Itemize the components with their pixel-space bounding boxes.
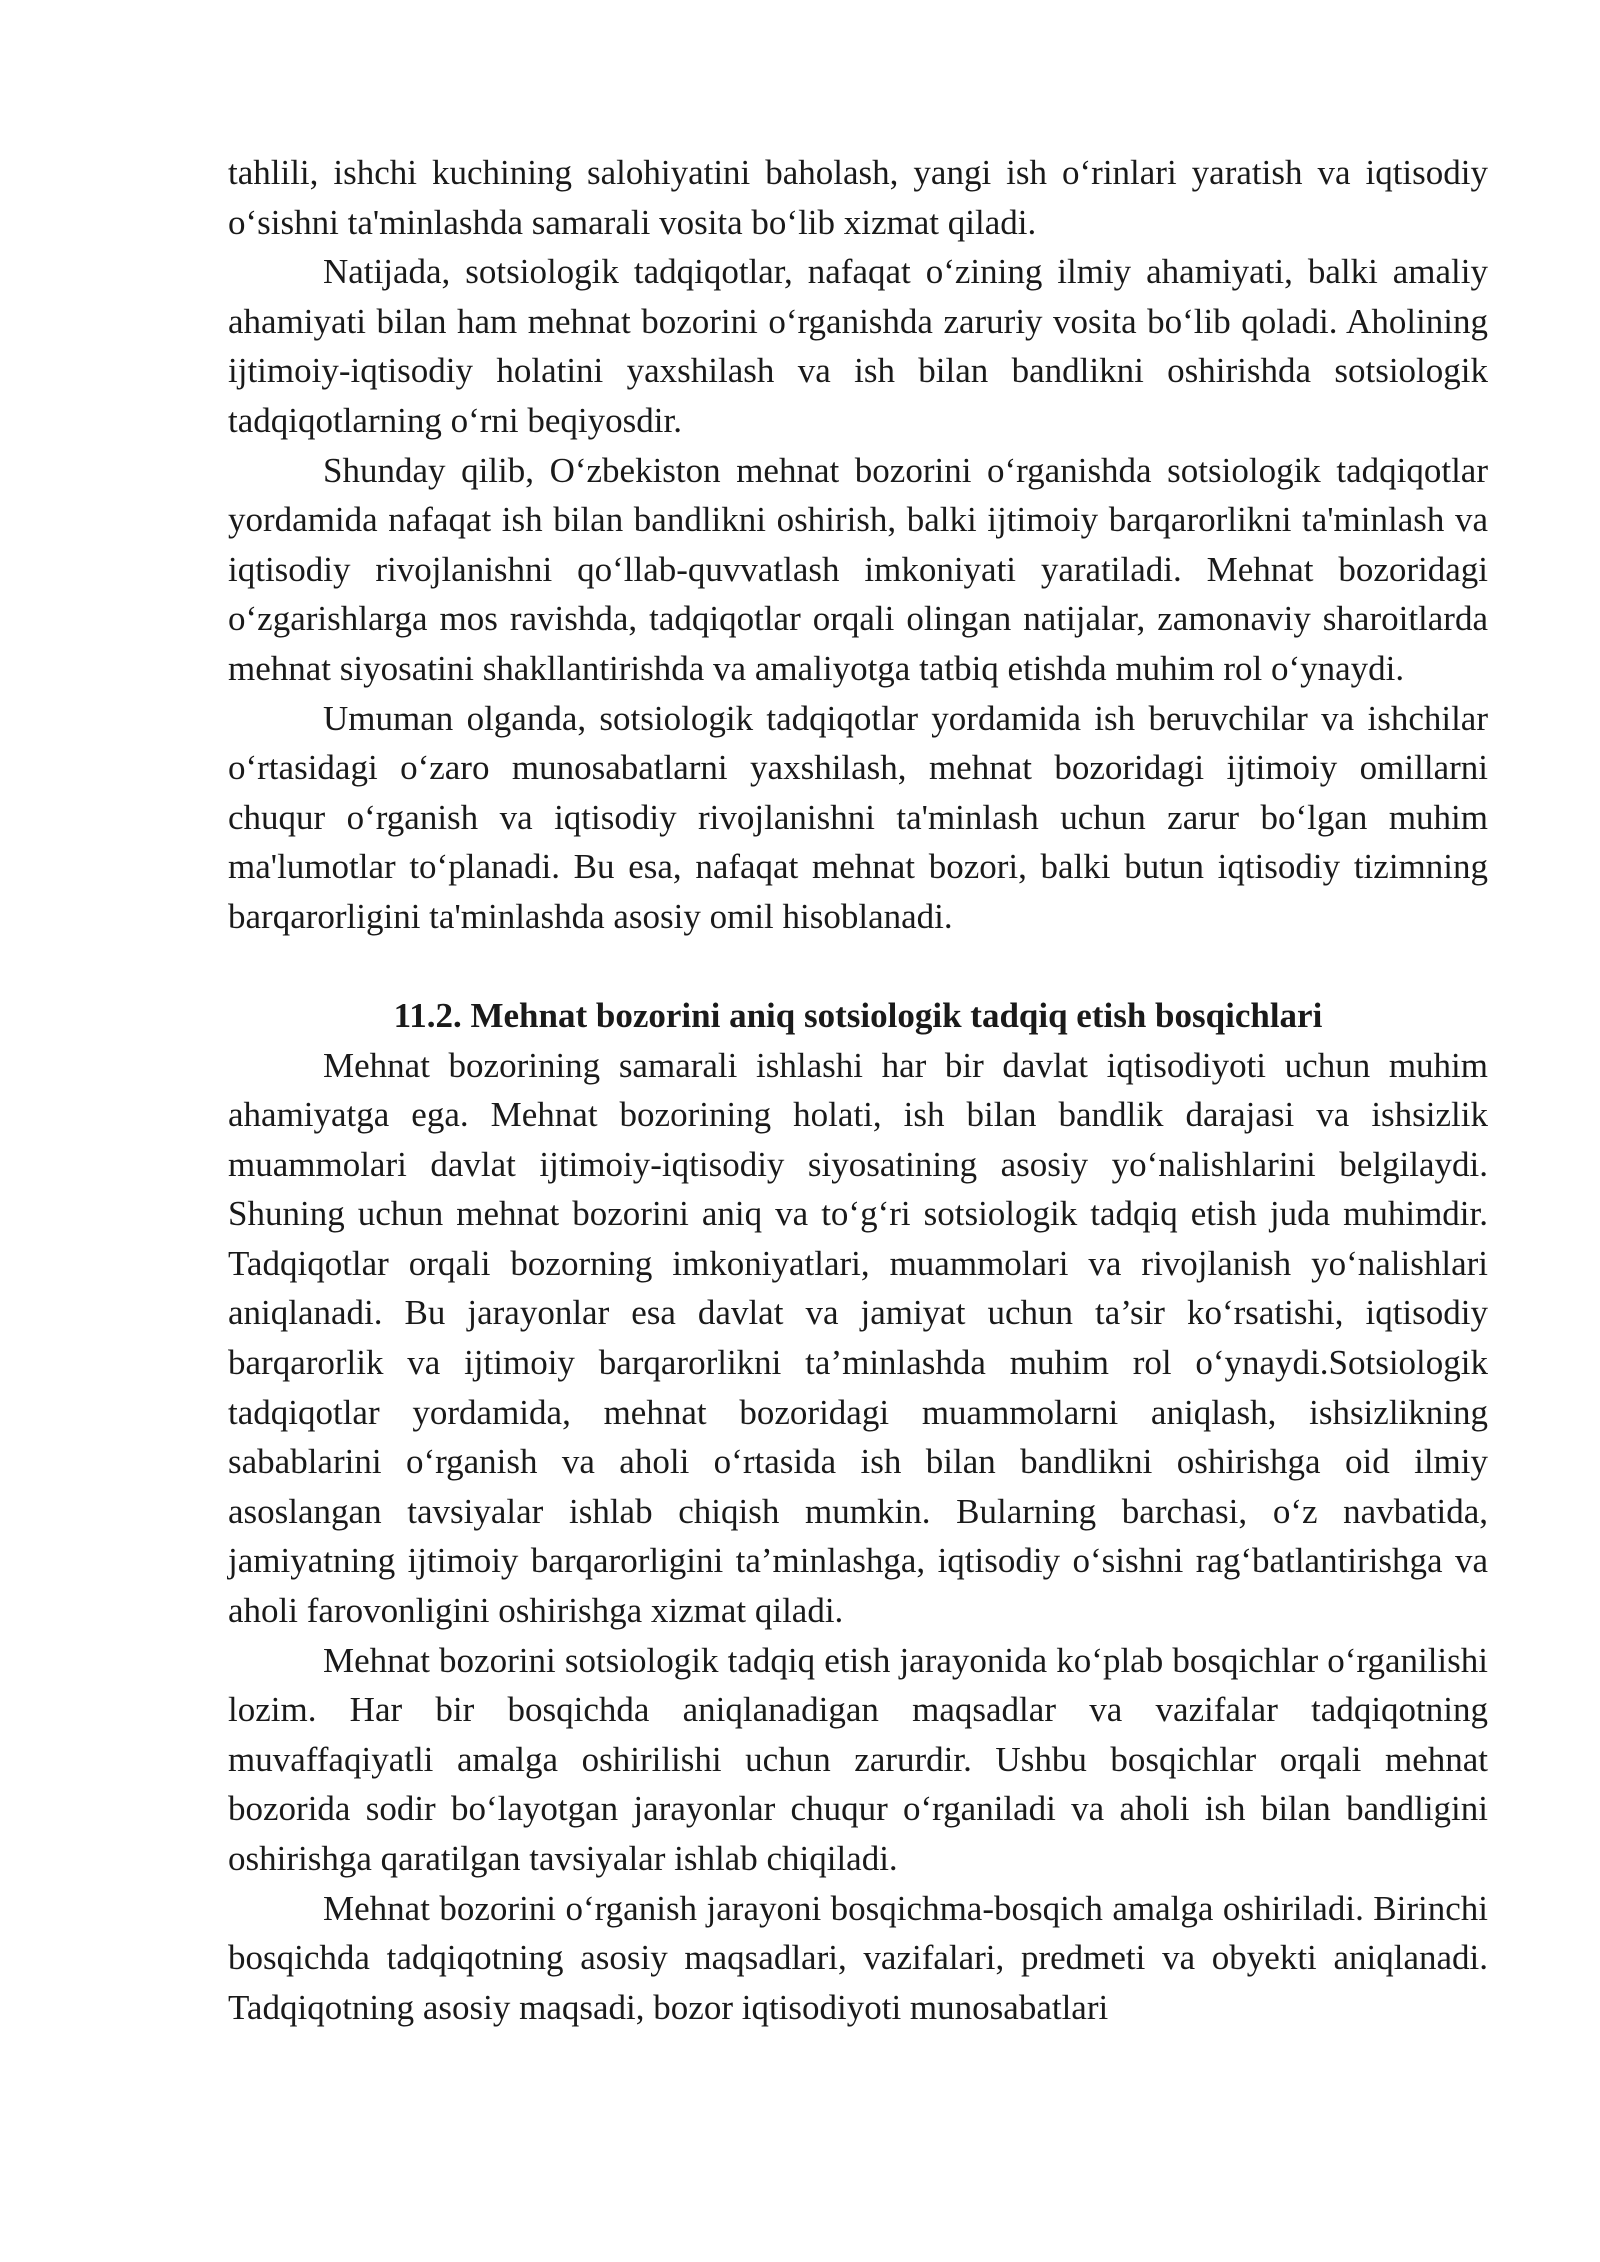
paragraph-last: Mehnat bozorini o‘rganish jarayoni bosqichma-bosqich amalga oshiriladi. Birinchi bosqichda tadqiqotning asosiy maqsadlari, vazifalari, predmeti va obyekti aniqlanadi. Tadqiqotning asosiy maqsadi, bozor iqtisodiyoti munosabatlari: [228, 1888, 1488, 2027]
paragraph: Umuman olganda, sotsiologik tadqiqotlar yordamida ish beruvchilar va ishchilar o‘rtasidagi o‘zaro munosabatlarni yaxshilash, mehnat bozoridagi ijtimoiy omillarni chuqur o‘rganish va iqtisodiy rivojlanishni ta'minlash uchun zarur bo‘lgan muhim ma'lumotlar to‘planadi. Bu esa, nafaqat mehnat bozori, balki butun iqtisodiy tizimning barqarorligini ta'minlashda asosiy omil hisoblanadi.: [228, 698, 1488, 936]
paragraph: Mehnat bozorining samarali ishlashi har bir davlat iqtisodiyoti uchun muhim ahamiyatga ega. Mehnat bozorining holati, ish bilan bandlik darajasi va ishsizlik muammolari davlat ijtimoiy-iqtisodiy siyosatining asosiy yo‘nalishlarini belgilaydi. Shuning uchun mehnat bozorini aniq va to‘g‘ri sotsiologik tadqiq etish juda muhimdir. Tadqiqotlar orqali bozorning imkoniyatlari, muammolari va rivojlanish yo‘nalishlari aniqlanadi. Bu jarayonlar esa davlat va jamiyat uchun ta’sir ko‘rsatishi, iqtisodiy barqarorlik va ijtimoiy barqarorlikni ta’minlashda muhim rol o‘ynaydi.Sotsiologik tadqiqotlar yordamida, mehnat bozoridagi muammolarni aniqlash, ishsizlikning sabablarini o‘rganish va aholi o‘rtasida ish bilan bandlikni oshirishga oid ilmiy asoslangan tavsiyalar ishlab chiqish mumkin. Bularning barchasi, o‘z navbatida, jamiyatning ijtimoiy barqarorligini ta’minlashga, iqtisodiy o‘sishni rag‘batlantirishga va aholi farovonligini oshirishga xizmat qiladi.: [228, 1045, 1488, 1631]
paragraph: Mehnat bozorini sotsiologik tadqiq etish jarayonida ko‘plab bosqichlar o‘rganilishi lozim. Har bir bosqichda aniqlanadigan maqsadlar va vazifalar tadqiqotning muvaffaqiyatli amalga oshirilishi uchun zarurdir. Ushbu bosqichlar orqali mehnat bozorida sodir bo‘layotgan jarayonlar chuqur o‘rganiladi va aholi ish bilan bandligini oshirishga qaratilgan tavsiyalar ishlab chiqiladi.: [228, 1640, 1488, 1878]
paragraph: Shunday qilib, O‘zbekiston mehnat bozorini o‘rganishda sotsiologik tadqiqotlar yordamida nafaqat ish bilan bandlikni oshirish, balki ijtimoiy barqarorlikni ta'minlash va iqtisodiy rivojlanishni qo‘llab-quvvatlash imkoniyati yaratiladi. Mehnat bozoridagi o‘zgarishlarga mos ravishda, tadqiqotlar orqali olingan natijalar, zamonaviy sharoitlarda mehnat siyosatini shakllantirishda va amaliyotga tatbiq etishda muhim rol o‘ynaydi.: [228, 450, 1488, 688]
document-page: [228, 148, 1488, 2032]
section-heading: 11.2. Mehnat bozorini aniq sotsiologik tadqiq etish bosqichlari: [393, 995, 1323, 1035]
paragraph: Natijada, sotsiologik tadqiqotlar, nafaqat o‘zining ilmiy ahamiyati, balki amaliy ahamiyati bilan ham mehnat bozorini o‘rganishda zaruriy vosita bo‘lib qoladi. Aholining ijtimoiy-iqtisodiy holatini yaxshilash va ish bilan bandlikni oshirishda sotsiologik tadqiqotlarning o‘rni beqiyosdir.: [228, 252, 1488, 440]
paragraph-continuation: tahlili, ishchi kuchining salohiyatini baholash, yangi ish o‘rinlari yaratish va iqtisodiy o‘sishni ta'minlashda samarali vosita bo‘lib xizmat qiladi.: [228, 153, 1488, 242]
